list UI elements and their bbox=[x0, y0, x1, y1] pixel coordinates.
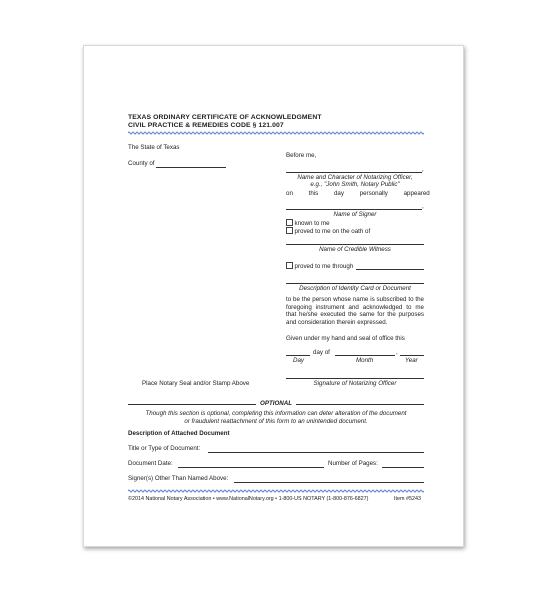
decorative-wave-bottom bbox=[128, 489, 424, 493]
county-label: County of bbox=[128, 160, 155, 167]
id-description-field[interactable] bbox=[286, 283, 424, 284]
signature-field[interactable] bbox=[286, 378, 424, 379]
month-caption: Month bbox=[356, 357, 374, 364]
state-label: The State of Texas bbox=[128, 144, 180, 151]
seal-label: Place Notary Seal and/or Stamp Above bbox=[142, 380, 250, 387]
signer-caption: Name of Signer bbox=[333, 211, 377, 218]
day-caption: Day bbox=[293, 357, 305, 364]
month-field[interactable] bbox=[335, 355, 395, 356]
footer-text: ©2014 National Notary Association • www.NationalNotary.org • 1-800-US NOTARY (1-800-876-6827) bbox=[128, 496, 369, 502]
doc-title-field[interactable] bbox=[208, 452, 424, 453]
optional-heading: OPTIONAL bbox=[260, 400, 292, 407]
decorative-wave-top bbox=[128, 131, 424, 135]
optional-rule-left bbox=[128, 404, 256, 405]
oath-label: proved to me on the oath of bbox=[294, 228, 371, 235]
through-option[interactable] bbox=[286, 262, 353, 271]
oath-checkbox[interactable] bbox=[286, 227, 293, 234]
witness-caption: Name of Credible Witness bbox=[319, 246, 391, 253]
form-title: TEXAS ORDINARY CERTIFICATE OF ACKNOWLEDGMENT bbox=[128, 114, 322, 121]
signers-field[interactable] bbox=[234, 482, 424, 483]
id-caption: Description of Identity Card or Document bbox=[299, 285, 411, 292]
optional-note-1: Though this section is optional, completing this information can deter alteration of the document bbox=[145, 410, 407, 417]
form-subtitle: CIVIL PRACTICE & REMEDIES CODE § 121.007 bbox=[128, 122, 284, 129]
comma-mark-2: , bbox=[422, 203, 424, 210]
appeared-line: on this day personally appeared bbox=[286, 190, 430, 197]
through-label: proved to me through bbox=[294, 263, 354, 270]
year-field[interactable] bbox=[400, 355, 424, 356]
footer-item-number: Item #5243 bbox=[394, 496, 421, 502]
given-text: Given under my hand and seal of office this bbox=[286, 335, 405, 342]
optional-rule-right bbox=[296, 404, 424, 405]
signers-label: Signer(s) Other Than Named Above: bbox=[128, 475, 229, 482]
wave-path bbox=[128, 490, 424, 492]
officer-name-field[interactable] bbox=[286, 172, 422, 173]
signature-caption: Signature of Notarizing Officer bbox=[313, 380, 397, 387]
attached-doc-heading: Description of Attached Document bbox=[128, 430, 230, 437]
county-field[interactable] bbox=[156, 167, 226, 168]
comma-mark: , bbox=[422, 166, 424, 173]
certificate-form bbox=[83, 45, 464, 547]
subscribed-paragraph: to be the person whose name is subscribed to the foregoing instrument and acknowledged to me that he/she executed the same for the purposes and consideration therein expressed. bbox=[286, 296, 424, 326]
comma-mark-3: , bbox=[396, 349, 398, 356]
doc-title-label: Title or Type of Document: bbox=[128, 445, 201, 452]
officer-caption: Name and Character of Notarizing Officer, bbox=[297, 174, 413, 181]
officer-example-caption: e.g., "John Smith, Notary Public" bbox=[310, 181, 400, 188]
through-field[interactable] bbox=[356, 269, 424, 270]
day-field[interactable] bbox=[286, 355, 310, 356]
before-me-label: Before me, bbox=[286, 152, 317, 159]
doc-date-field[interactable] bbox=[178, 467, 324, 468]
known-checkbox[interactable] bbox=[286, 219, 293, 226]
day-of-label: day of bbox=[313, 349, 330, 356]
pages-field[interactable] bbox=[382, 467, 424, 468]
witness-name-field[interactable] bbox=[286, 244, 424, 245]
wave-path bbox=[128, 132, 424, 134]
oath-option[interactable] bbox=[286, 227, 370, 236]
doc-date-label: Document Date: bbox=[128, 460, 173, 467]
optional-note-2: or fraudulent reattachment of this form to an unintended document. bbox=[184, 418, 368, 425]
known-label: known to me bbox=[294, 220, 330, 227]
year-caption: Year bbox=[405, 357, 418, 364]
pages-label: Number of Pages: bbox=[328, 460, 378, 467]
through-checkbox[interactable] bbox=[286, 262, 293, 269]
signer-name-field[interactable] bbox=[286, 209, 422, 210]
